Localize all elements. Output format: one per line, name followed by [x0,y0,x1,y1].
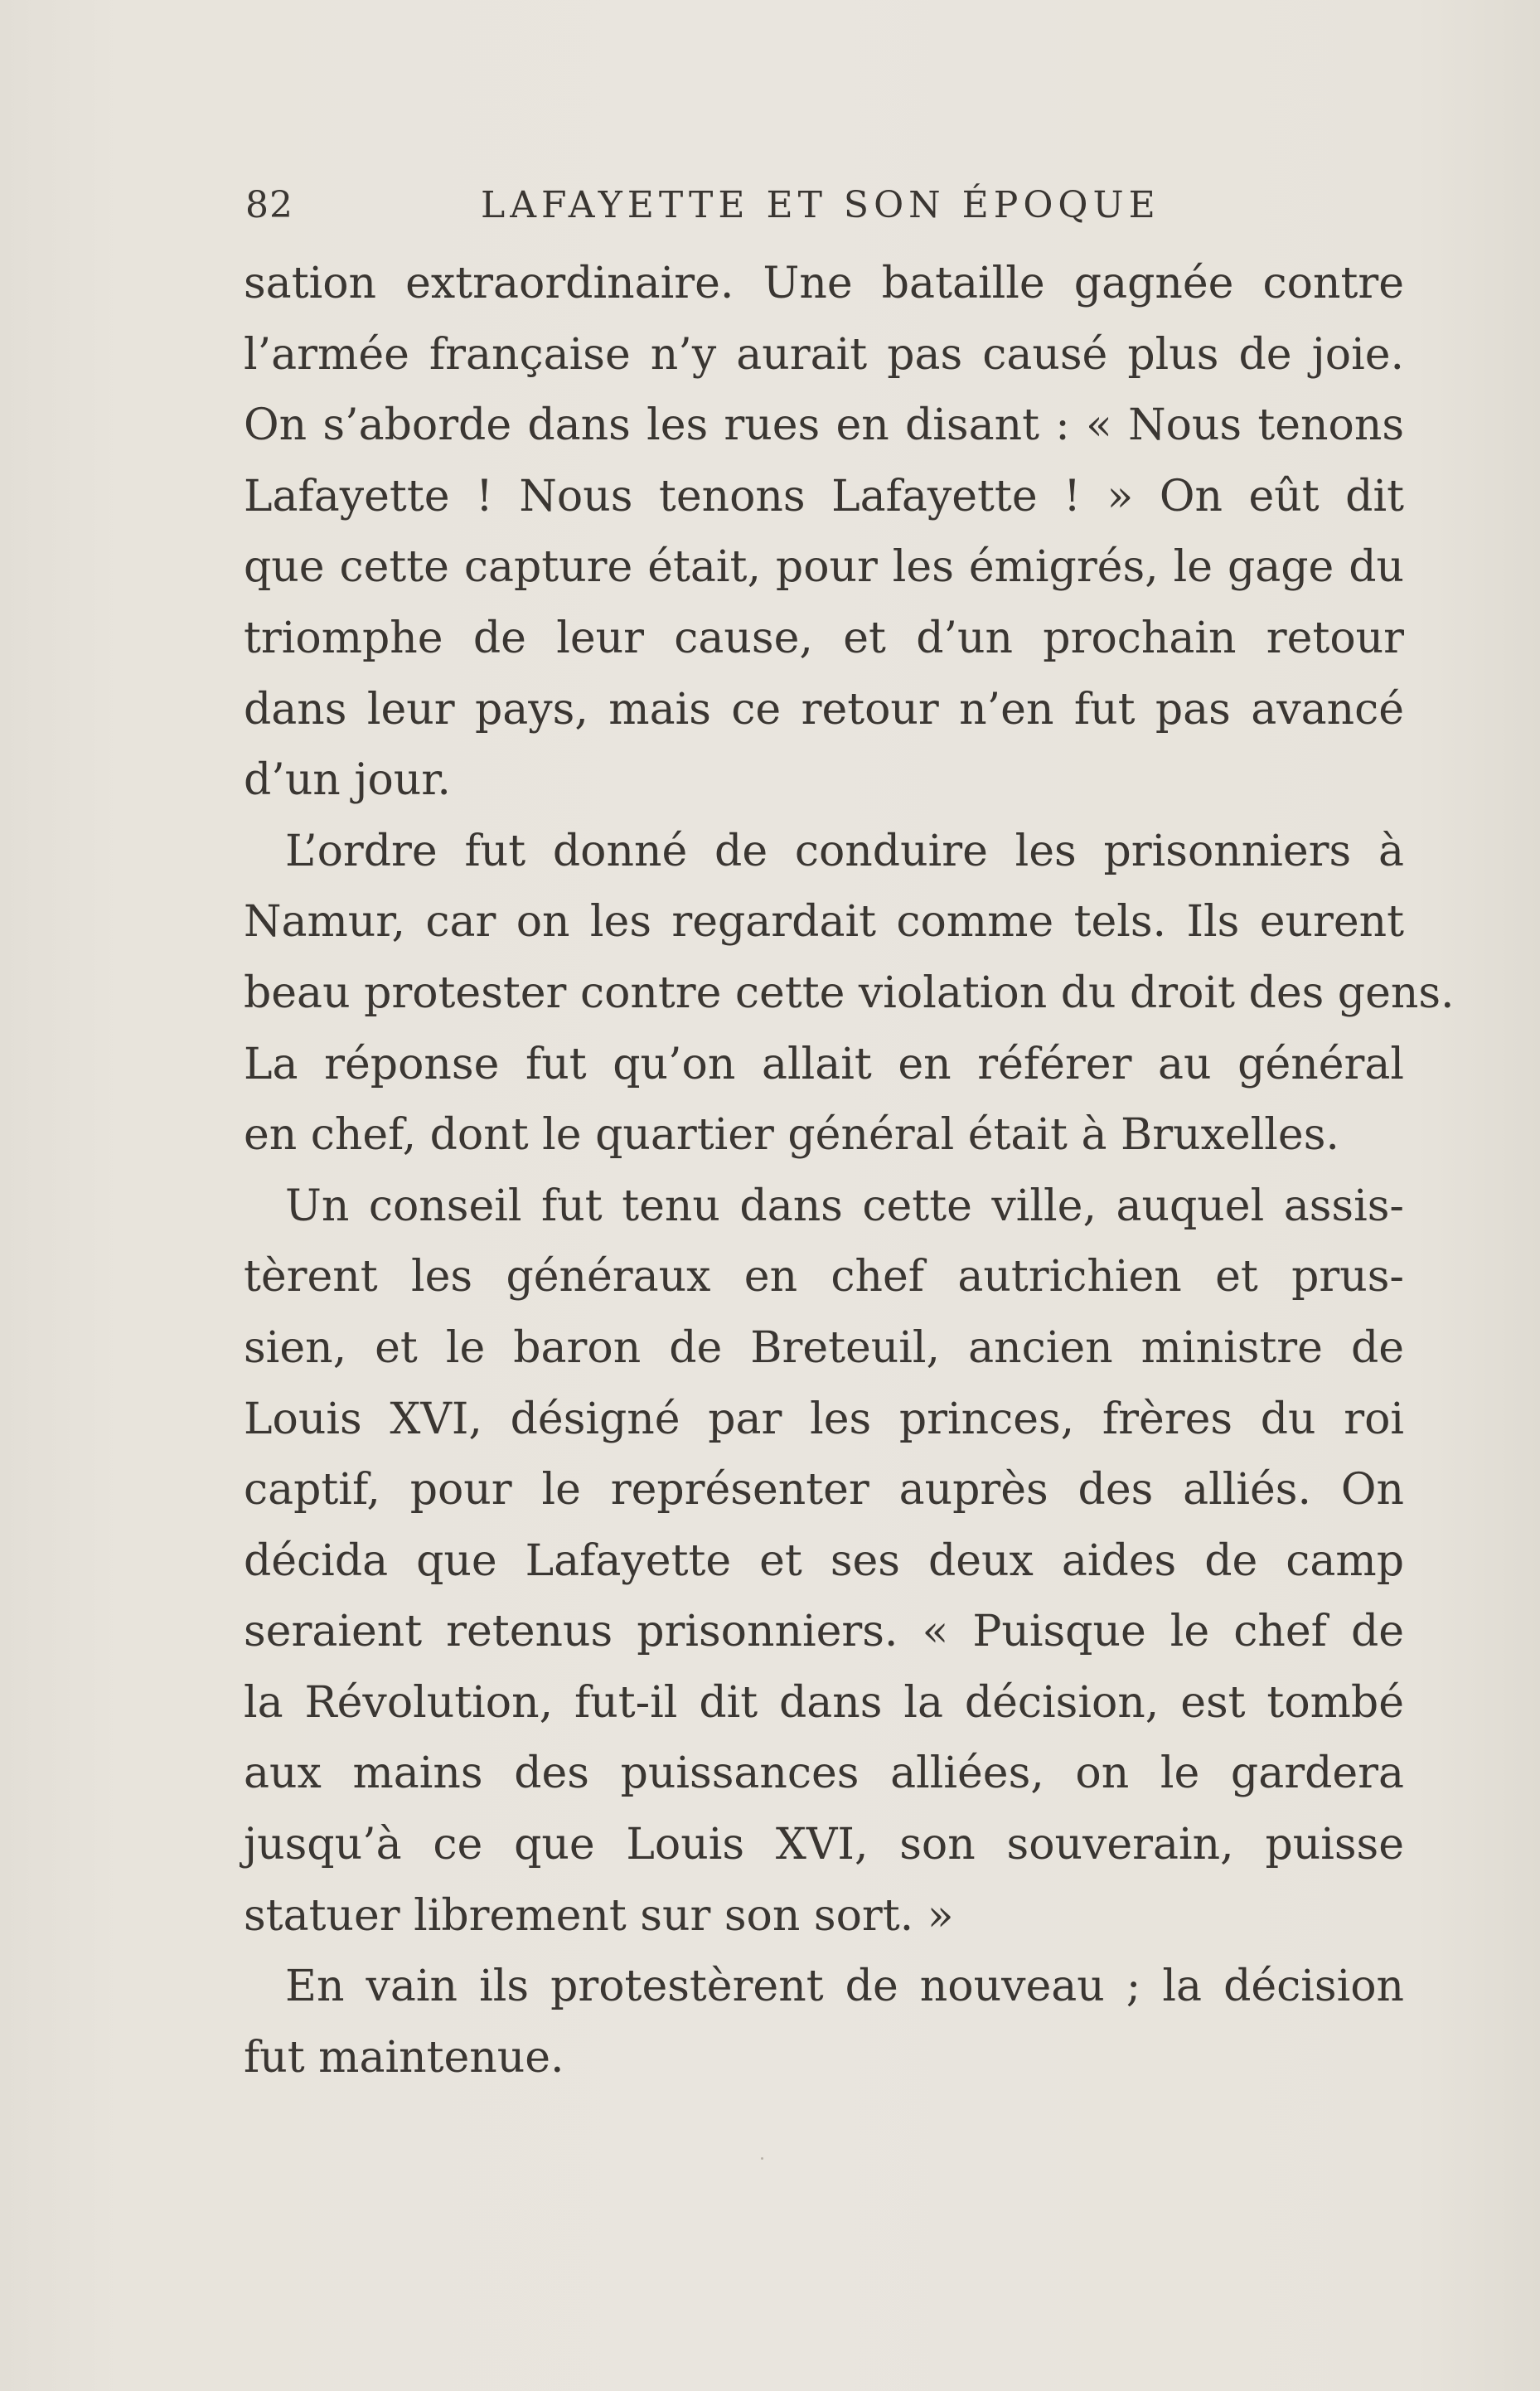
paper-speck [761,2157,763,2160]
text-line: d’un jour. [244,755,451,806]
text-line: seraient retenus prisonniers. « Puisque le chef de [244,1607,1404,1657]
text-line: dans leur pays, mais ce retour n’en fut pas avancé [244,684,1404,735]
text-line: L’ordre fut donné de conduire les prisonniers à [285,826,1404,876]
text-line: Louis XVI, désigné par les princes, frères du roi [244,1394,1404,1444]
text-line: jusqu’à ce que Louis XVI, son souverain, puisse [244,1820,1404,1870]
text-line: Lafayette ! Nous tenons Lafayette ! » On eût dit [244,471,1404,521]
text-line: en chef, dont le quartier général était à Bruxelles. [244,1110,1339,1161]
body-text [244,249,1455,2093]
text-line: Namur, car on les regardait comme tels. Ils eurent [244,897,1404,948]
text-line: l’armée française n’y aurait pas causé plus de joie. [244,329,1404,380]
text-line: que cette capture était, pour les émigrés, le gage du [244,542,1404,593]
page-number: 82 [245,184,293,226]
text-line: sation extraordinaire. Une bataille gagnée contre [244,259,1404,308]
text-line: triomphe de leur cause, et d’un prochain retour [244,613,1404,663]
running-title: LAFAYETTE ET SON ÉPOQUE [481,184,1160,226]
text-line: statuer librement sur son sort. » [244,1890,954,1941]
text-line: tèrent les généraux en chef autrichien et prus- [244,1252,1404,1302]
text-line: On s’aborde dans les rues en disant : « Nous tenons [244,400,1404,451]
text-line: sien, et le baron de Breteuil, ancien ministre de [244,1322,1404,1373]
text-line: Un conseil fut tenu dans cette ville, auquel assis- [285,1181,1404,1231]
text-line: aux mains des puissances alliées, on le gardera [244,1748,1404,1799]
text-line: beau protester contre cette violation du droit des gens. [244,968,1455,1018]
text-line: La réponse fut qu’on allait en référer au général [244,1039,1404,1089]
text-line: la Révolution, fut-il dit dans la décision, est tombé [244,1677,1404,1728]
text-line: fut maintenue. [244,2032,564,2083]
text-line: En vain ils protestèrent de nouveau ; la décision [285,1962,1404,2012]
text-line: décida que Lafayette et ses deux aides de camp [244,1535,1404,1586]
page-header [245,184,1414,234]
text-line: captif, pour le représenter auprès des alliés. On [244,1465,1404,1516]
